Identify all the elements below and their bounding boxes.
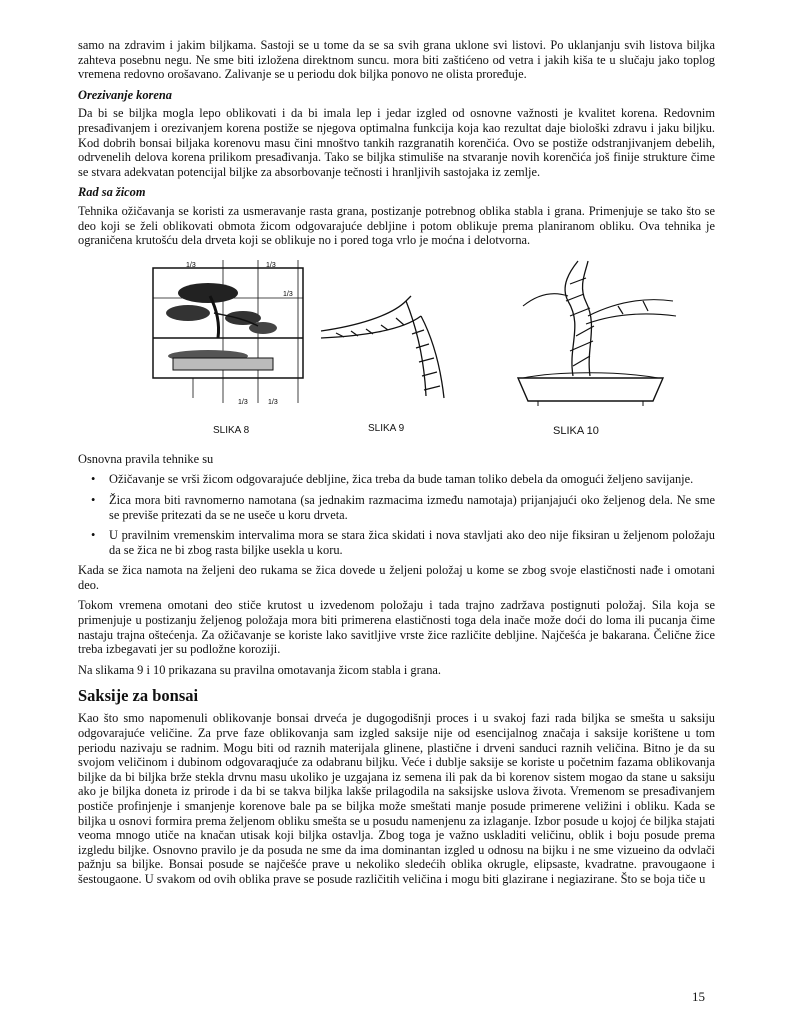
list-item <box>78 528 715 557</box>
list-item <box>78 493 715 522</box>
figure-8-tree-grid <box>148 258 308 408</box>
grid-label: 1/3 <box>268 398 278 406</box>
grid-label: 1/3 <box>186 261 196 269</box>
grid-label: 1/3 <box>238 398 248 406</box>
figure-9-wired-branch <box>316 276 456 406</box>
rule-text: Žica mora biti ravnomerno namotana (sa jednakim razmacima između namotaja) prijanjajući oko željenog dela. Ne sme se previše pritezati da se ne useče u koru drveta. <box>109 492 715 522</box>
rules-intro: Osnovna pravila tehnike su <box>78 451 214 466</box>
paragraph-root-pruning: Da bi se biljka mogla lepo oblikovati i da bi imala lep i jedar izgled od osnovne važnosti je kvalitet korena. Redovnim presađivanjem i orezivanjem korena postiže se njegova optimalna funkcija koja kao rezultat daje biološki zdravu i jaku biljku. Kod dobrih bonsai biljaka korenovu masu čini mnoštvo tankih razgranatih korenčića. Ovo se postiže odstranjivanjem debelih, odrvenelih delova korena prilikom presađivanja. Tako se biljka stimuliše na stvaranje novih korenčića još finije strukture čime se stvara adekvatan potencijal biljke za absorbovanje tečnosti i hranljivih sastojaka iz zemlje. <box>78 106 715 179</box>
bullet-icon: • <box>91 528 96 543</box>
heading-wiring: Rad sa žicom <box>78 185 146 200</box>
grid-label: 1/3 <box>266 261 276 269</box>
paragraph-wiring: Tehnika ožičavanja se koristi za usmeravanje rasta grana, postizanje potrebnog oblika stabla i grana. Primenjuje se tako što se deo koji se želi oblikovati obmota žicom odgovarajuće debljine i potom oblikuje prema planiranom obliku. Ova tehnika je ograničena krutošću dela drveta koji se oblikuje no i pored toga vrlo je moćna i delotvorna. <box>78 203 715 248</box>
paragraph-bonsai-pots: Kao što smo napomenuli oblikovanje bonsai drveća je dugogodišnji proces i u svakoj fazi rada biljka se smešta u saksiju odgovarajuće veličine. Za prve faze oblikovanja sam izgled saksije nije od esencijalnog značaja i saksije korištene u tom periodu nazivaju se radnim. Mogu biti od raznih materijala glinene, plastične i drveni sanduci raznih veličina. Bitno je da su svojom veličinom i dubinom odgovaraqjuće za odabranu biljku. Veće i dublje saksije se koriste u početnim fazama oblikovanja biljke da bi biljka brže stekla drvnu masu ukoliko je uzgajana iz semena ili pak da bi korenov sistem mogao da stane u saksiju ako je biljka doneta iz prirode i da bi se takva biljka lakše prilagodila na saksijske uslova života. Vremenom se presađivanjem postiče profinjenje i smanjenje korenove bale pa se biljka može smeštati manje posude primerene veližini i obliku. Kada se biljka u osnovi formira prema željenom obliku smešta se u posudu namenjenu za izlaganje. Izbor posude u kojoj će biljka stajati veoma mnogo utiče na knačan utisak koji biljka ostavlja. Zbog toga je važno uskladiti veličinu, oblik i boju posude prema izgledu biljke. Osnovno pravilo je da posuda ne sme da ima dominantan izgled u odnosu na bijku i ne sme vizueino da odvlači pažnju sa biljke. Bonsai posude se najčešće prave u nekoliko sledećih oblika okrugle, elipsaste, kvadratne. pravougaone i šestougaone. U svakom od ovih oblika prave se posude različitih veličina i mogu biti glazirane i negiazirane. Što se boja tiče u <box>78 711 715 886</box>
heading-bonsai-pots: Saksije za bonsai <box>78 686 199 706</box>
heading-root-pruning: Orezivanje korena <box>78 87 172 102</box>
bullet-icon: • <box>91 492 96 507</box>
paragraph-wire-rigidity: Tokom vremena omotani deo stiče krutost u izvedenom položaju i tada trajno zadržava postignuti položaj. Sila koja se primenjuje u postizanju željenog položaja mora biti primerena elastičnosti toga dela inače može doći do loma ili pucanja čime nastaju trajna oštećenja. Za ožičavanje se koriste lako savitljive vrste žice različite debljine. Najčešća je bakarana. Čelične žice treba izbegavati jer su podložne koroziji. <box>78 598 715 657</box>
figure-10-wired-tree <box>498 256 688 411</box>
figures-row <box>78 256 715 446</box>
rule-text: U pravilnim vremenskim intervalima mora se stara žica skidati i nova stavljati ako deo nije fiksiran u željenom položaju da se žica ne bi zbog rasta biljke usekla u koru. <box>109 528 715 557</box>
rules-list <box>78 472 715 557</box>
grid-label: 1/3 <box>283 290 293 298</box>
page-number: 15 <box>692 989 705 1004</box>
rule-text: Ožičavanje se vrši žicom odgovarajuće debljine, žica treba da bude taman toliko debela da omogući željeno savijanje. <box>109 472 694 487</box>
caption-slika-9: SLIKA 9 <box>368 422 405 434</box>
caption-slika-10: SLIKA 10 <box>553 424 599 437</box>
bullet-icon: • <box>91 472 96 487</box>
list-item <box>78 472 715 487</box>
intro-paragraph: samo na zdravim i jakim biljkama. Sastoji se u tome da se sa svih grana uklone svi listovi. Po uklanjanju svih listova biljka zahteva posebnu negu. Ne sme biti izložena direktnom suncu. mora biti zaštićeno od vetra i jakih kiša te u slučaju jako toplog vremena redovno orošavano. Zalivanje se u periodu dok biljka ponovo ne olista proređuje. <box>78 38 715 82</box>
paragraph-wire-position: Kada se žica namota na željeni deo rukama se žica dovede u željeni položaj u kome se zbog svoje elastičnosti nađe i omotani deo. <box>78 563 715 592</box>
paragraph-figure-reference: Na slikama 9 i 10 prikazana su pravilna omotavanja žicom stabla i grana. <box>78 662 441 677</box>
document-page <box>78 38 715 887</box>
caption-slika-8: SLIKA 8 <box>213 424 250 436</box>
